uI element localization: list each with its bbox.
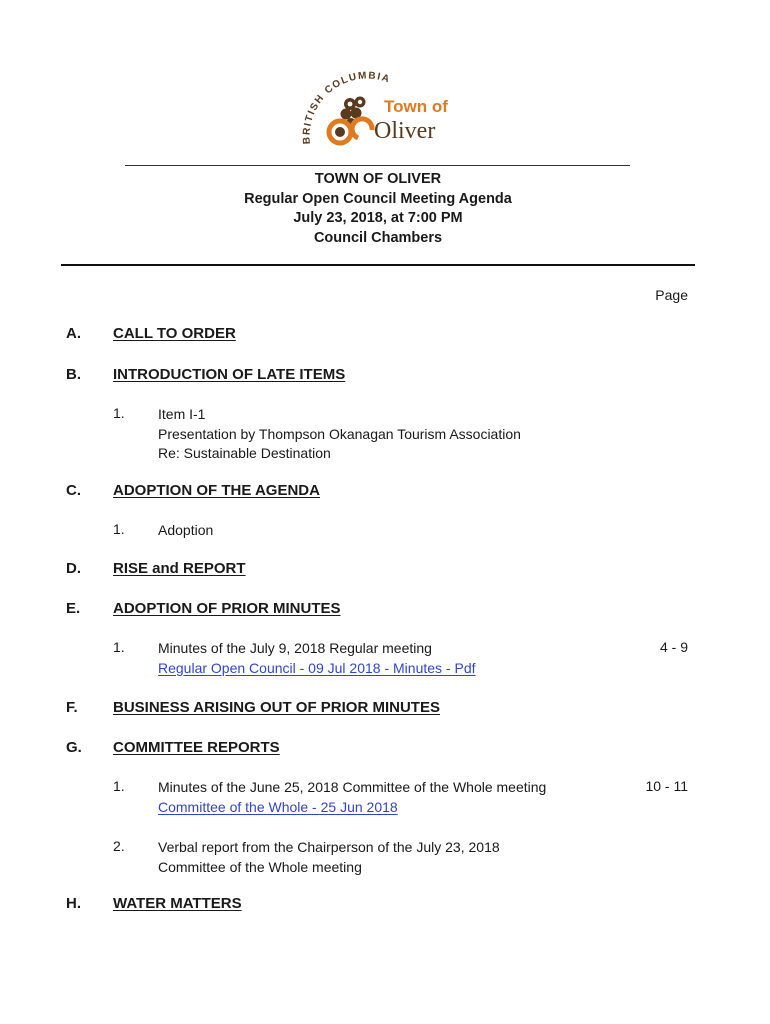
section-g-title: COMMITTEE REPORTS — [113, 739, 280, 756]
header-top-rule — [125, 165, 630, 166]
section-e-item-1 — [158, 639, 476, 678]
section-a-title: CALL TO ORDER — [113, 325, 236, 342]
section-g-item-1 — [158, 778, 546, 817]
item-title: Minutes of the June 25, 2018 Committee of the Whole meeting — [158, 779, 547, 795]
header-location: Council Chambers — [313, 229, 443, 246]
item-title: Adoption — [158, 522, 214, 538]
section-b-title: INTRODUCTION OF LATE ITEMS — [113, 366, 346, 383]
section-g-item-2-number: 2. — [113, 838, 125, 854]
section-g-item-2 — [158, 838, 500, 877]
section-d-letter: D. — [66, 560, 81, 577]
section-g-item-1-pages: 10 - 11 — [645, 778, 688, 794]
section-c-item-1-number: 1. — [113, 521, 125, 537]
section-e-title: ADOPTION OF PRIOR MINUTES — [113, 600, 341, 617]
logo-arc-text: BRITISH COLUMBIA — [301, 70, 392, 145]
section-c-letter: C. — [66, 482, 81, 499]
section-e-item-1-pages: 4 - 9 — [659, 639, 688, 655]
section-b-item-1-number: 1. — [113, 405, 125, 421]
town-of-oliver-logo — [292, 66, 472, 158]
header-bottom-rule — [61, 264, 695, 266]
section-d-title: RISE and REPORT — [113, 560, 246, 577]
logo-town-of: Town of — [384, 97, 448, 116]
page-column-label: Page — [655, 287, 688, 303]
header-town-name: TOWN OF OLIVER — [314, 171, 442, 187]
section-b-letter: B. — [66, 366, 81, 383]
item-title: Minutes of the July 9, 2018 Regular meeting — [158, 640, 432, 656]
section-g-item-1-number: 1. — [113, 778, 125, 794]
item-subject: Re: Sustainable Destination — [158, 445, 331, 461]
section-e-letter: E. — [66, 600, 81, 617]
section-c-title: ADOPTION OF THE AGENDA — [113, 482, 320, 499]
committee-minutes-link[interactable]: Committee of the Whole - 25 Jun 2018 — [158, 798, 398, 815]
agenda-header — [0, 170, 756, 248]
section-c-item-1 — [158, 521, 213, 541]
item-title: Item I-1 — [158, 406, 206, 422]
header-meeting-type: Regular Open Council Meeting Agenda — [244, 190, 512, 207]
section-a-letter: A. — [66, 325, 81, 342]
item-title-continued: Committee of the Whole meeting — [158, 858, 362, 875]
section-h-letter: H. — [66, 895, 81, 912]
section-e-item-1-number: 1. — [113, 639, 125, 655]
section-h-title: WATER MATTERS — [113, 895, 242, 912]
section-g-letter: G. — [66, 739, 82, 756]
section-f-letter: F. — [66, 699, 78, 716]
section-b-item-1 — [158, 405, 521, 464]
header-date-time: July 23, 2018, at 7:00 PM — [293, 210, 463, 226]
item-title: Verbal report from the Chairperson of the July 23, 2018 — [158, 839, 500, 855]
minutes-pdf-link[interactable]: Regular Open Council - 09 Jul 2018 - Minutes - Pdf — [158, 659, 476, 676]
item-description: Presentation by Thompson Okanagan Tourism Association — [158, 425, 521, 442]
logo-oliver: Oliver — [374, 118, 436, 144]
section-f-title: BUSINESS ARISING OUT OF PRIOR MINUTES — [113, 699, 440, 716]
